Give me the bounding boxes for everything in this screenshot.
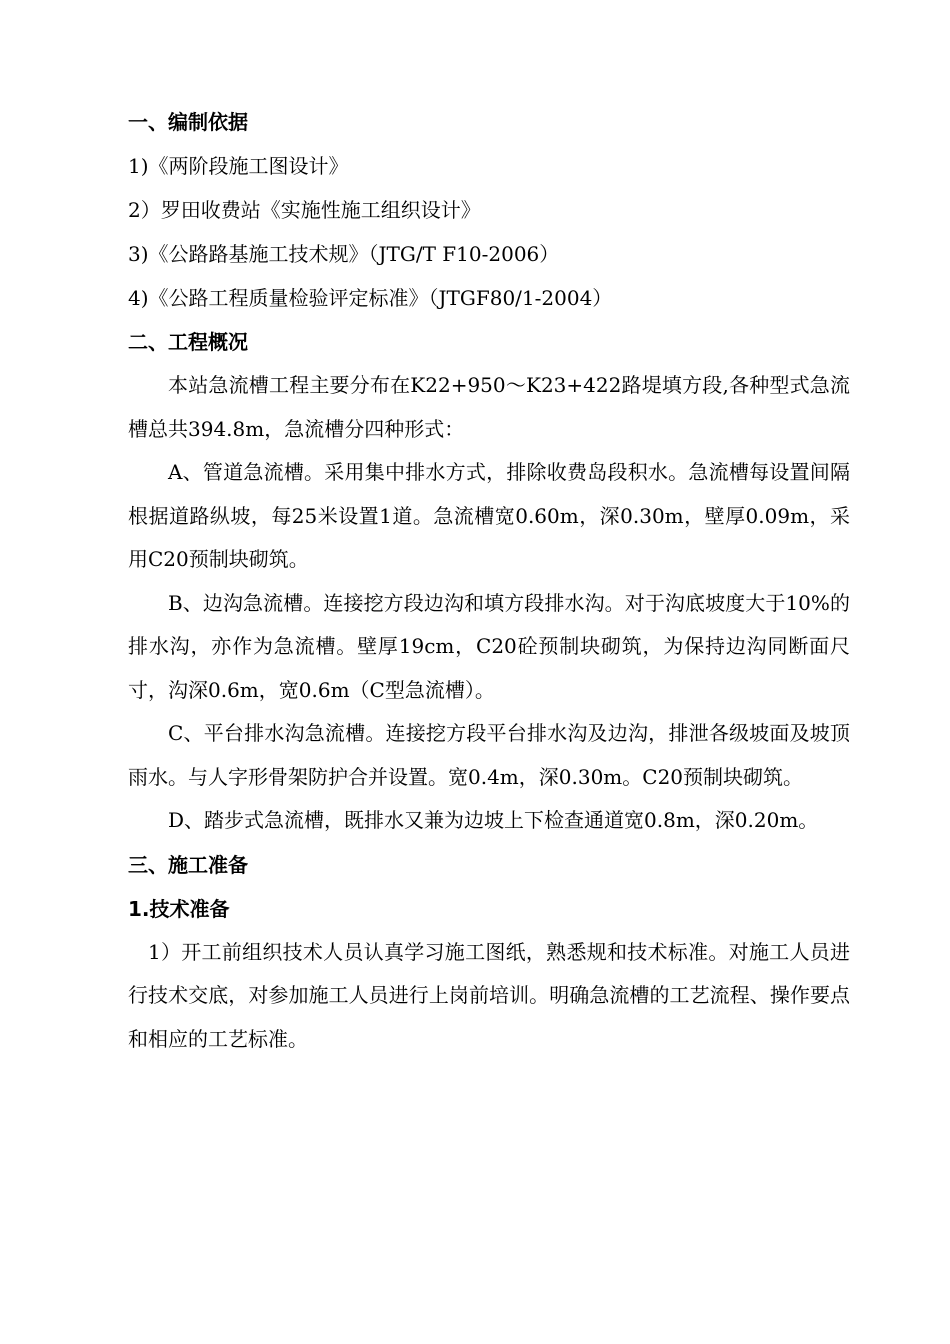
chute-type-d-paragraph: D、踏步式急流槽，既排水又兼为边坡上下检查通道宽0.8m，深0.20m。 <box>168 808 819 832</box>
section-heading-preparation: 三、施工准备 <box>128 852 248 877</box>
document-page <box>128 100 850 1061</box>
technical-prep-paragraph: 1）开工前组织技术人员认真学习施工图纸，熟悉规和技术标准。对施工人员进行技术交底，对参加施工人员进行上岗前培训。明确急流槽的工艺流程、操作要点和相应的工艺标准。 <box>128 939 850 1051</box>
reference-item: 2）罗田收费站《实施性施工组织设计》 <box>128 198 481 222</box>
overview-intro-paragraph: 本站急流槽工程主要分布在K22+950～K23+422路堤填方段,各种型式急流槽总共394.8m，急流槽分四种形式： <box>128 373 850 441</box>
reference-item: 3)《公路路基施工技术规》（JTG/T F10-2006） <box>128 242 560 266</box>
chute-type-a-paragraph: A、管道急流槽。采用集中排水方式，排除收费岛段积水。急流槽每设置间隔根据道路纵坡，每25米设置1道。急流槽宽0.60m，深0.30m，壁厚0.09m，采用C20预制块砌筑。 <box>128 460 850 571</box>
chute-type-c-paragraph: C、平台排水沟急流槽。连接挖方段平台排水沟及边沟，排泄各级坡面及坡顶雨水。与人字形骨架防护合并设置。宽0.4m，深0.30m。C20预制块砌筑。 <box>128 721 850 789</box>
chute-type-b-paragraph: B、边沟急流槽。连接挖方段边沟和填方段排水沟。对于沟底坡度大于10%的排水沟，亦作为急流槽。壁厚19cm，C20砼预制块砌筑，为保持边沟同断面尺寸，沟深0.6m，宽0.6m（C型急流槽）。 <box>128 590 850 702</box>
reference-item: 4)《公路工程质量检验评定标准》（JTGF80/1-2004） <box>128 286 613 310</box>
reference-item: 1)《两阶段施工图设计》 <box>128 154 349 178</box>
subsection-heading-technical: 1.技术准备 <box>128 896 230 921</box>
section-heading-overview: 二、工程概况 <box>128 330 248 354</box>
section-heading-basis: 一、编制依据 <box>128 110 248 134</box>
